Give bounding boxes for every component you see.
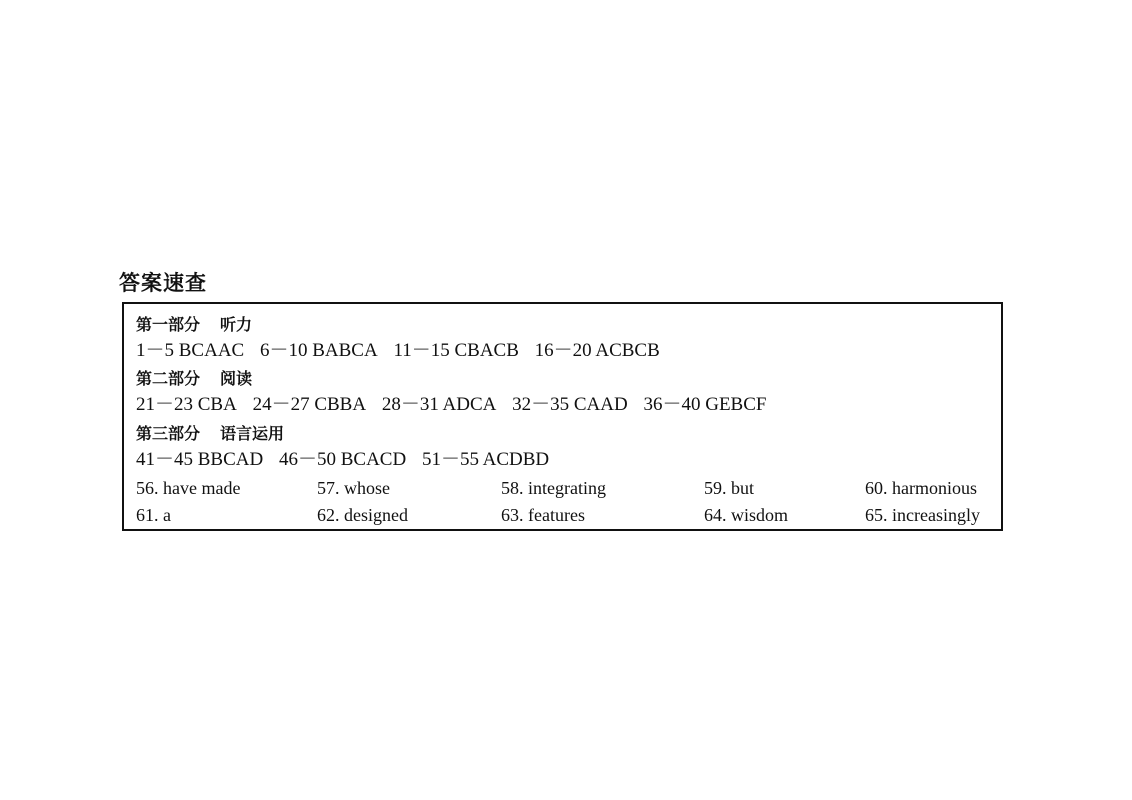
section-part-label: 第三部分 xyxy=(136,424,201,443)
fill-in-answer: 59. but xyxy=(704,478,755,498)
fill-in-answer: 60. harmonious xyxy=(865,478,977,498)
answer-line-part-two xyxy=(136,393,766,417)
section-heading-part-two xyxy=(136,369,252,389)
answer-group: 46－50 BCACD xyxy=(278,449,407,470)
fill-in-answer: 63. features xyxy=(501,505,585,525)
answer-group: 32－35 CAAD xyxy=(512,394,628,415)
answer-group: 11－15 CBACB xyxy=(393,340,519,361)
answer-group: 16－20 ACBCB xyxy=(534,340,660,361)
section-name: 听力 xyxy=(220,315,253,334)
section-part-label: 第一部分 xyxy=(136,315,201,334)
section-name: 语言运用 xyxy=(220,424,285,443)
section-heading-part-three xyxy=(136,424,284,444)
answer-group: 41－45 BBCAD xyxy=(136,449,264,470)
answer-line-part-three xyxy=(136,448,549,472)
section-part-label: 第二部分 xyxy=(136,369,201,388)
answer-key-box xyxy=(122,302,1003,531)
answer-group: 6－10 BABCA xyxy=(259,340,378,361)
fill-in-answer: 64. wisdom xyxy=(704,505,789,525)
fill-in-answer: 62. designed xyxy=(317,505,408,525)
answer-group: 24－27 CBBA xyxy=(252,394,367,415)
answer-group: 28－31 ADCA xyxy=(381,394,497,415)
fill-in-answer: 65. increasingly xyxy=(865,505,980,525)
answer-group: 51－55 ACDBD xyxy=(421,449,550,470)
fill-in-answer: 58. integrating xyxy=(501,478,606,498)
answer-group: 36－40 GEBCF xyxy=(643,394,767,415)
answer-group: 1－5 BCAAC xyxy=(136,340,245,361)
fill-in-answer: 56. have made xyxy=(136,478,241,498)
section-heading-part-one xyxy=(136,315,252,335)
answer-group: 21－23 CBA xyxy=(136,394,237,415)
section-name: 阅读 xyxy=(220,369,253,388)
answer-line-part-one xyxy=(136,339,660,363)
page-title: 答案速查 xyxy=(119,271,207,295)
fill-in-answer: 57. whose xyxy=(317,478,390,498)
fill-in-answer: 61. a xyxy=(136,505,171,525)
